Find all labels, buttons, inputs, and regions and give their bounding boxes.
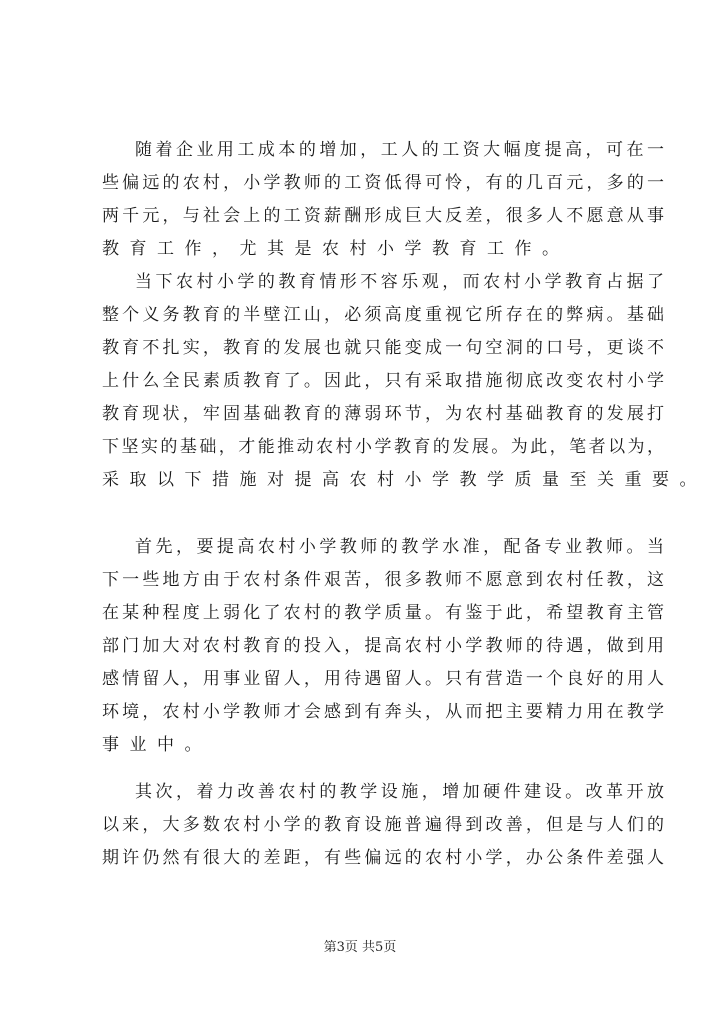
text-line: 期许仍然有很大的差距，有些偏远的农村小学，办公条件差强人 [102,848,664,868]
text-line: 感情留人，用事业留人，用待遇留人。只有营造一个良好的用人 [102,669,664,689]
text-line: 教育不扎实，教育的发展也就只能变成一句空洞的口号，更谈不 [102,338,664,358]
text-line: 些偏远的农村，小学教师的工资低得可怜，有的几百元，多的一 [102,173,664,193]
text-line: 上什么全民素质教育了。因此，只有采取措施彻底改变农村小学 [102,371,664,391]
text-line: 教育工作，尤其是农村小学教育工作。 [102,239,570,259]
text-line: 教育现状，牢固基础教育的薄弱环节，为农村基础教育的发展打 [102,404,664,424]
text-line: 首先，要提高农村小学教师的教学水准，配备专业教师。当 [135,537,664,557]
text-line: 当下农村小学的教育情形不容乐观，而农村小学教育占据了 [135,272,664,292]
text-line: 其次，着力改善农村的教学设施，增加硬件建设。改革开放 [135,782,664,802]
text-line: 环境，农村小学教师才会感到有奔头，从而把主要精力用在教学 [102,702,664,722]
paragraph [102,776,664,875]
text-line: 采取以下措施对提高农村小学教学质量至关重要。 [102,470,707,490]
text-line: 事业中。 [102,735,212,755]
text-line: 部门加大对农村教育的投入，提高农村小学教师的待遇，做到用 [102,636,664,656]
paragraph [102,531,664,762]
text-line: 整个义务教育的半壁江山，必须高度重视它所存在的弊病。基础 [102,305,664,325]
text-line: 两千元，与社会上的工资薪酬形成巨大反差，很多人不愿意从事 [102,206,664,226]
text-line: 下一些地方由于农村条件艰苦，很多教师不愿意到农村任教，这 [102,570,664,590]
text-line: 随着企业用工成本的增加，工人的工资大幅度提高，可在一 [135,140,664,160]
text-line: 在某种程度上弱化了农村的教学质量。有鉴于此，希望教育主管 [102,603,664,623]
paragraph [102,134,664,266]
paragraph [102,266,707,497]
text-line: 以来，大多数农村小学的教育设施普遍得到改善，但是与人们的 [102,815,664,835]
page-number-footer: 第3页 共5页 [323,940,397,955]
text-line: 下坚实的基础，才能推动农村小学教育的发展。为此，笔者以为， [102,437,664,457]
